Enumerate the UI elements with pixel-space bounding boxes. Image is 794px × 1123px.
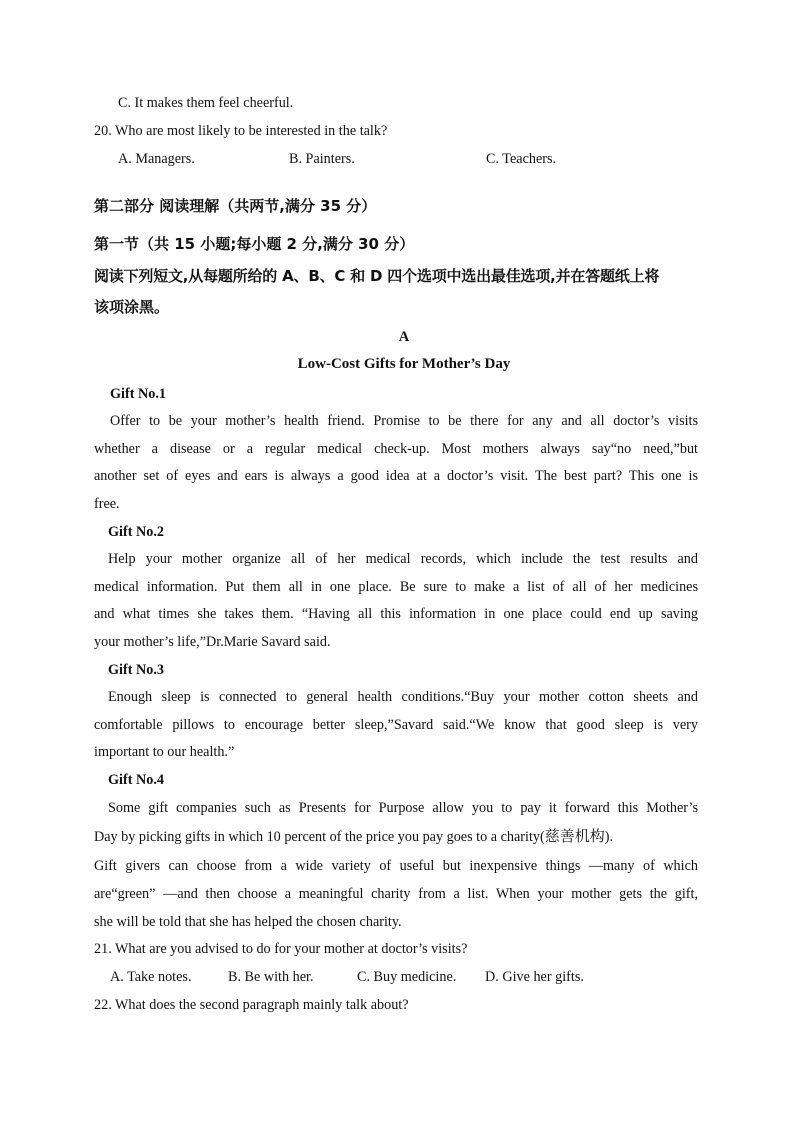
gift4-line: Gift givers can choose from a wide variety of useful but inexpensive things —many of which: [94, 858, 698, 874]
gift4-line: are“green” —and then choose a meaningful charity from a list. When your mother gets the gift,: [94, 886, 698, 902]
gift2-line: and what times she takes them. “Having all this information in one place could end up saving: [94, 606, 698, 622]
part2-heading: 第二部分 阅读理解（共两节,满分 35 分）: [94, 197, 377, 215]
instructions-line-1: 阅读下列短文,从每题所给的 A、B、C 和 D 四个选项中选出最佳选项,并在答题纸上将: [94, 267, 660, 285]
q21-stem: 21. What are you advised to do for your mother at doctor’s visits?: [94, 941, 468, 957]
q20-option-a: A. Managers.: [118, 151, 195, 167]
passage-title: Low-Cost Gifts for Mother’s Day: [297, 356, 511, 372]
q21-option-a: A. Take notes.: [110, 969, 192, 985]
gift4-heading: Gift No.4: [108, 772, 164, 788]
gift4-line: Some gift companies such as Presents for Purpose allow you to pay it forward this Mother’s: [108, 800, 698, 816]
q20-option-c: C. Teachers.: [486, 151, 557, 167]
gift2-line: medical information. Put them all in one place. Be sure to make a list of all of her medicines: [94, 579, 698, 595]
q20-stem: 20. Who are most likely to be interested in the talk?: [94, 123, 388, 139]
charity-chinese-gloss: 慈善机构: [544, 827, 605, 845]
q19-option-c: C. It makes them feel cheerful.: [118, 95, 294, 111]
gift2-line: Help your mother organize all of her medical records, which include the test results and: [108, 551, 698, 567]
gift3-line: comfortable pillows to encourage better sleep,”Savard said.“We know that good sleep is very: [94, 717, 698, 733]
q21-option-b: B. Be with her.: [228, 969, 314, 985]
q21-option-d: D. Give her gifts.: [485, 969, 584, 985]
gift4-line-end: ).: [604, 829, 614, 845]
gift2-line: your mother’s life,”Dr.Marie Savard said.: [94, 634, 331, 650]
q20-option-b: B. Painters.: [289, 151, 355, 167]
gift3-heading: Gift No.3: [108, 662, 164, 678]
gift1-line: Offer to be your mother’s health friend. Promise to be there for any and all doctor’s visits: [110, 413, 698, 429]
gift3-line: Enough sleep is connected to general health conditions.“Buy your mother cotton sheets and: [108, 689, 698, 705]
gift1-heading: Gift No.1: [110, 386, 166, 402]
gift4-line-text: Day by picking gifts in which 10 percent of the price you pay goes to a charity(: [94, 829, 545, 845]
gift3-line: important to our health.”: [94, 744, 235, 760]
instructions-line-2: 该项涂黑。: [94, 298, 170, 316]
q22-stem: 22. What does the second paragraph mainly talk about?: [94, 997, 409, 1013]
gift1-line: another set of eyes and ears is always a good idea at a doctor’s visit. The best part? This one is: [94, 468, 698, 484]
gift1-line: whether a disease or a regular medical check-up. Most mothers always say“no need,”but: [94, 441, 698, 457]
gift1-line: free.: [94, 496, 120, 512]
passage-letter: A: [398, 329, 410, 345]
q21-option-c: C. Buy medicine.: [357, 969, 457, 985]
gift4-line: [94, 826, 613, 847]
section1-heading: 第一节（共 15 小题;每小题 2 分,满分 30 分）: [94, 235, 415, 253]
gift4-line: she will be told that she has helped the chosen charity.: [94, 914, 402, 930]
gift2-heading: Gift No.2: [108, 524, 164, 540]
